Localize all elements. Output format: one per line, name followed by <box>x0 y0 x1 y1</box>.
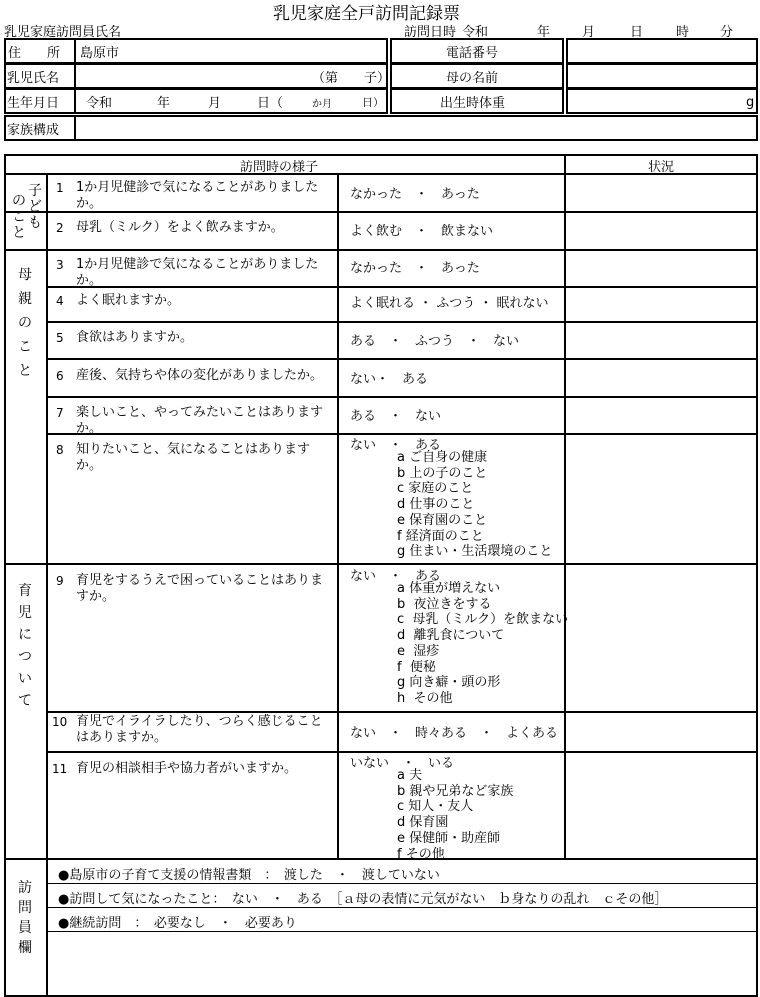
answer-choices[interactable]: ある ・ ない <box>350 409 442 424</box>
answer-option[interactable]: h その他 <box>397 690 453 706</box>
answer-option[interactable]: e 保健師・助産師 <box>397 830 501 846</box>
question-text: 育児をするうえで困っていることはありますか。 <box>76 573 324 604</box>
question-text: 1か月児健診で気になることがありましたか。 <box>76 180 319 211</box>
answer-option[interactable]: c 家庭のこと <box>397 481 474 497</box>
header-visit: 訪問時の様子 <box>240 160 319 175</box>
footer-concerns: ●訪問して気になったこと： ない ・ ある ［ａ母の表情に元気がない ｂ身なりの乱れ ｃその他］ <box>58 892 668 907</box>
answer-option[interactable]: d 保育園 <box>397 815 449 831</box>
question-text: 産後、気持ちや体の変化がありましたか。 <box>76 368 324 383</box>
birth-weight-field[interactable] <box>566 88 758 114</box>
answer-option[interactable]: c 母乳（ミルク）を飲まない <box>397 612 569 628</box>
question-text: 楽しいこと、やってみたいことはありますか。 <box>76 405 324 436</box>
answer-option[interactable]: g 住まい・生活環境のこと <box>397 544 553 560</box>
question-number: 7 <box>56 406 64 420</box>
question-number: 5 <box>56 331 64 345</box>
family-label: 家族構成 <box>7 123 60 138</box>
child-name-label: 乳児氏名 <box>7 71 60 86</box>
question-text: よく眠れますか。 <box>76 293 181 308</box>
question-number: 3 <box>56 258 64 272</box>
visitor-name-label: 乳児家庭訪問員氏名 <box>4 25 122 40</box>
section-childcare-label: 育 児 に つ い て <box>18 583 32 709</box>
answer-choices[interactable]: いない ・ いる <box>350 756 455 771</box>
question-number: 6 <box>56 369 64 383</box>
section-child-label: の こ と 子 ど も <box>12 183 42 241</box>
answer-choices[interactable]: よく飲む ・ 飲まない <box>350 224 494 239</box>
question-number: 1 <box>56 181 64 195</box>
child-order: （第 子） <box>312 71 391 86</box>
answer-choices[interactable]: なかった ・ あった <box>350 261 480 276</box>
answer-option[interactable]: g 向き癖・頭の形 <box>397 675 501 691</box>
answer-option[interactable]: b 親や兄弟など家族 <box>397 783 514 799</box>
answer-choices[interactable]: ない ・ ある <box>350 438 442 453</box>
birth-day: 日（ <box>257 96 284 111</box>
answer-option[interactable]: c 知人・友人 <box>397 799 474 815</box>
answer-choices[interactable]: ある ・ ふつう ・ ない <box>350 334 520 349</box>
question-text: 知りたいこと、気になることはありますか。 <box>76 442 311 473</box>
visit-date-day: 日 <box>630 25 644 40</box>
address-row-left <box>4 38 388 64</box>
address-value: 島原市 <box>80 46 120 61</box>
question-number: 4 <box>56 294 64 308</box>
answer-choices[interactable]: ない ・ ある <box>350 569 442 584</box>
age-day: 日） <box>362 96 384 109</box>
visit-date-label: 訪問日時 <box>404 25 457 40</box>
visit-date-year: 年 <box>537 25 551 40</box>
birth-weight-label: 出生時体重 <box>440 96 506 111</box>
visit-date-month: 月 <box>582 25 596 40</box>
footer-continued-visit: ●継続訪問 ： 必要なし ・ 必要あり <box>58 916 297 931</box>
family-row <box>4 115 758 141</box>
phone-field[interactable] <box>566 38 758 64</box>
section-mother-label: 母 親 の こ と <box>18 267 32 379</box>
answer-option[interactable]: b 上の子のこと <box>397 465 488 481</box>
mother-name-field[interactable] <box>566 63 758 89</box>
question-text: 育児でイライラしたり、つらく感じることはありますか。 <box>76 714 323 745</box>
answer-option[interactable]: e 保育園のこと <box>397 512 488 528</box>
answer-option[interactable]: f 経済面のこと <box>397 528 484 544</box>
answer-option[interactable]: f 便秘 <box>397 659 436 675</box>
question-number: 8 <box>56 443 64 457</box>
weight-unit: g <box>746 95 755 110</box>
question-number: 11 <box>52 762 68 776</box>
answer-option[interactable]: f その他 <box>397 846 445 862</box>
answer-option[interactable]: a 体重が増えない <box>397 581 501 596</box>
answer-choices[interactable]: なかった ・ あった <box>350 187 480 202</box>
section-visitor-label: 訪 問 員 欄 <box>18 880 32 956</box>
address-label: 住 所 <box>8 46 61 61</box>
answer-option[interactable]: a 夫 <box>397 768 423 783</box>
birthdate-label: 生年月日 <box>7 96 60 111</box>
question-number: 10 <box>52 715 68 729</box>
answer-choices[interactable]: よく眠れる ・ ふつう ・ 眠れない <box>350 296 549 311</box>
question-number: 2 <box>56 221 64 235</box>
visit-date-era: 令和 <box>462 25 489 40</box>
answer-option[interactable]: d 仕事のこと <box>397 497 475 513</box>
birth-year: 年 <box>157 96 171 111</box>
question-number: 9 <box>56 574 64 588</box>
answer-option[interactable]: b 夜泣きをする <box>397 596 492 612</box>
visit-date-hour: 時 <box>676 25 690 40</box>
answer-option[interactable]: d 離乳食について <box>397 628 505 644</box>
age-month: か月 <box>312 99 332 110</box>
footer-info-documents: ●島原市の子育て支援の情報書類 ： 渡した ・ 渡していない <box>58 868 440 883</box>
birth-month: 月 <box>208 96 222 111</box>
question-text: 母乳（ミルク）をよく飲みますか。 <box>76 220 284 235</box>
visit-date-minute: 分 <box>720 25 734 40</box>
question-text: 1か月児健診で気になることがありましたか。 <box>76 257 319 288</box>
answer-choices[interactable]: ない・ ある <box>350 372 429 387</box>
mother-name-label: 母の名前 <box>446 71 499 86</box>
answer-option[interactable]: a ご自身の健康 <box>397 450 488 465</box>
form-title: 乳児家庭全戸訪問記録票 <box>273 4 460 24</box>
question-text: 食欲はありますか。 <box>76 330 194 345</box>
question-text: 育児の相談相手や協力者がいますか。 <box>76 761 298 776</box>
birth-era: 令和 <box>86 96 113 111</box>
header-status: 状況 <box>648 160 675 175</box>
answer-option[interactable]: e 湿疹 <box>397 643 440 659</box>
answer-choices[interactable]: ない ・ 時々ある ・ よくある <box>350 726 559 741</box>
phone-label: 電話番号 <box>446 46 499 61</box>
